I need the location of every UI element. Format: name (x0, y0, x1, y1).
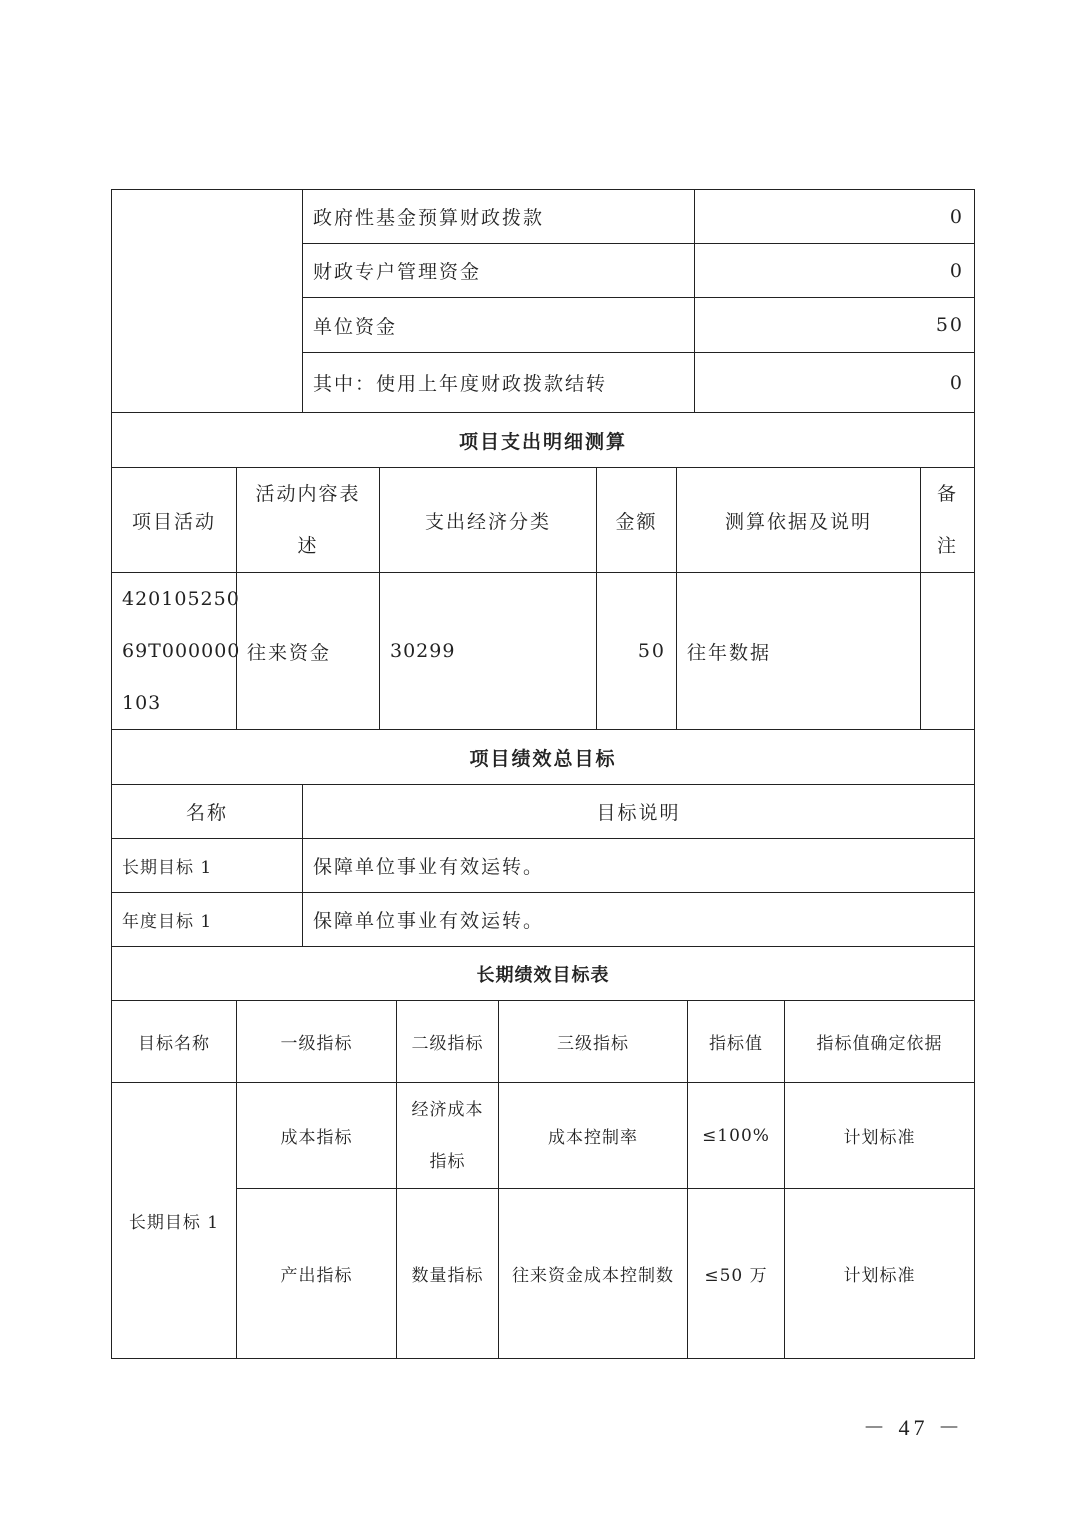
funding-label: 财政专户管理资金 (303, 244, 695, 298)
value: ≤50 万 (688, 1189, 785, 1359)
funding-label: 政府性基金预算财政拨款 (303, 190, 695, 244)
goal-desc: 保障单位事业有效运转。 (303, 893, 975, 947)
activity-code-line: 420105250 (122, 588, 240, 610)
header-val: 指标值 (688, 1001, 785, 1083)
l2-line: 经济成本 (411, 1099, 484, 1120)
header-note: 备注 (921, 468, 975, 573)
econ-class: 30299 (380, 573, 597, 730)
activity-content: 往来资金 (237, 573, 380, 730)
funding-label: 单位资金 (303, 298, 695, 353)
goal-desc: 保障单位事业有效运转。 (303, 839, 975, 893)
longterm-title: 长期绩效目标表 (112, 947, 975, 1001)
header-basis: 测算依据及说明 (677, 468, 921, 573)
goal-title: 项目绩效总目标 (112, 730, 975, 785)
longterm-table (111, 946, 975, 1359)
funding-label: 其中：使用上年度财政拨款结转 (303, 353, 695, 413)
funding-value: 0 (695, 190, 975, 244)
table-header-row (112, 468, 975, 573)
l1: 产出指标 (237, 1189, 397, 1359)
expense-title: 项目支出明细测算 (112, 413, 975, 468)
page-number: － 47 － (863, 1415, 965, 1440)
l2 (397, 1083, 499, 1189)
funding-value: 50 (695, 298, 975, 353)
expense-table (111, 412, 975, 730)
basis: 计划标准 (785, 1189, 975, 1359)
table-header-row (112, 785, 975, 839)
l1: 成本指标 (237, 1083, 397, 1189)
value: ≤100% (688, 1083, 785, 1189)
goal-name-cell: 长期目标 1 (112, 1083, 237, 1359)
basis: 计划标准 (785, 1083, 975, 1189)
funding-value: 0 (695, 244, 975, 298)
goal-name: 年度目标 1 (112, 893, 303, 947)
activity-code (112, 573, 241, 730)
header-goal-name: 目标名称 (112, 1001, 237, 1083)
goal-table (111, 729, 975, 947)
section-header-row (112, 730, 975, 785)
section-header-row (112, 413, 975, 468)
amount: 50 (597, 573, 677, 730)
table-row (112, 573, 975, 730)
header-l2: 二级指标 (397, 1001, 499, 1083)
table-row (112, 839, 975, 893)
funding-table (111, 189, 975, 413)
goal-name: 长期目标 1 (112, 839, 303, 893)
table-row (112, 893, 975, 947)
document-page (111, 189, 974, 1359)
note (921, 573, 975, 730)
section-header-row (112, 947, 975, 1001)
table-row (112, 1083, 975, 1189)
l3: 成本控制率 (499, 1083, 688, 1189)
header-activity: 项目活动 (112, 468, 237, 573)
header-l3: 三级指标 (499, 1001, 688, 1083)
table-row (112, 1189, 975, 1359)
empty-cell (112, 190, 303, 413)
header-amount: 金额 (597, 468, 677, 573)
activity-code-line: 69T000000 (122, 640, 241, 662)
header-desc: 目标说明 (303, 785, 975, 839)
header-basis: 指标值确定依据 (785, 1001, 975, 1083)
l2: 数量指标 (397, 1189, 499, 1359)
activity-code-line: 103 (122, 692, 162, 714)
l3: 往来资金成本控制数 (499, 1189, 688, 1359)
table-row (112, 190, 975, 244)
basis: 往年数据 (677, 573, 921, 730)
header-econ: 支出经济分类 (380, 468, 597, 573)
table-header-row (112, 1001, 975, 1083)
header-name: 名称 (112, 785, 303, 839)
funding-value: 0 (695, 353, 975, 413)
header-content: 活动内容表述 (237, 468, 380, 573)
l2-line: 指标 (429, 1151, 466, 1172)
header-l1: 一级指标 (237, 1001, 397, 1083)
